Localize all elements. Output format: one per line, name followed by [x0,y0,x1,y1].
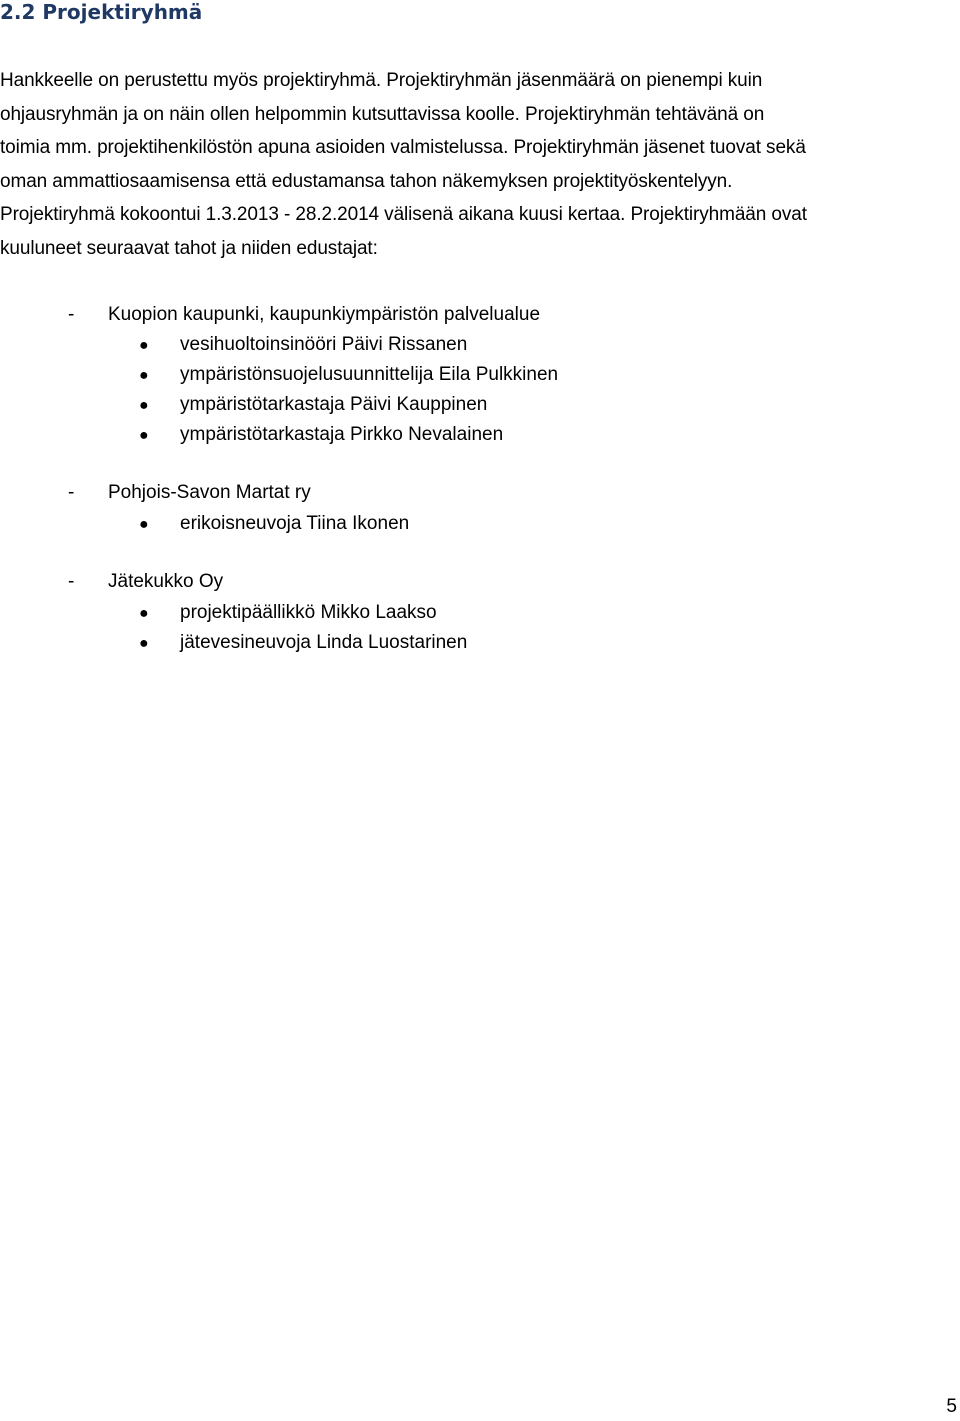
dash-marker: - [68,304,75,325]
member-name: jätevesineuvoja Linda Luostarinen [180,632,468,653]
dash-marker: - [68,571,75,592]
paragraph-line: toimia mm. projektihenkilöstön apuna asioiden valmistelussa. Projektiryhmän jäsenet tuovat sekä [0,137,806,158]
dash-marker: - [68,482,75,503]
group-title-jatekukko [68,567,223,597]
paragraph-line: Hankkeelle on perustettu myös projektiryhmä. Projektiryhmän jäsenmäärä on pienempi kuin [0,70,763,91]
group-title-text: Kuopion kaupunki, kaupunkiympäristön palvelualue [108,304,541,325]
page-number: 5 [946,1396,957,1417]
paragraph-line: ohjausryhmän ja on näin ollen helpommin kutsuttavissa koolle. Projektiryhmän tehtävänä on [0,103,765,125]
bullet-icon: ● [139,427,149,444]
list-item [139,330,467,361]
member-name: ympäristötarkastaja Pirkko Nevalainen [180,424,504,445]
paragraph-line: oman ammattiosaamisensa että edustamansa tahon näkemyksen projektityöskentelyyn. [0,170,733,192]
list-item [139,509,409,540]
list-item [139,390,487,421]
list-item [139,360,558,391]
member-name: projektipäällikkö Mikko Laakso [180,602,437,623]
bullet-icon: ● [139,635,149,652]
member-name: ympäristönsuojelusuunnittelija Eila Pulkkinen [180,364,559,385]
bullet-icon: ● [139,605,149,622]
group-title-text: Jätekukko Oy [108,571,224,592]
group-title-text: Pohjois-Savon Martat ry [108,482,311,503]
member-name: ympäristötarkastaja Päivi Kauppinen [180,394,488,415]
bullet-icon: ● [139,516,149,533]
bullet-icon: ● [139,367,149,384]
list-item [139,628,467,659]
list-item [139,598,437,629]
bullet-icon: ● [139,397,149,414]
group-title-kuopion-kaupunki [68,300,540,330]
paragraph-line: kuuluneet seuraavat tahot ja niiden edustajat: [0,237,378,259]
paragraph-line: Projektiryhmä kokoontui 1.3.2013 - 28.2.2014 välisenä aikana kuusi kertaa. Projektiryhmään ovat [0,204,807,225]
bullet-icon: ● [139,337,149,354]
list-item [139,420,503,451]
member-name: vesihuoltoinsinööri Päivi Rissanen [180,334,468,355]
group-title-pohjois-savon-martat [68,478,311,508]
section-heading: 2.2 Projektiryhmä [0,0,203,24]
member-name: erikoisneuvoja Tiina Ikonen [180,513,410,534]
intro-paragraph [0,64,960,265]
